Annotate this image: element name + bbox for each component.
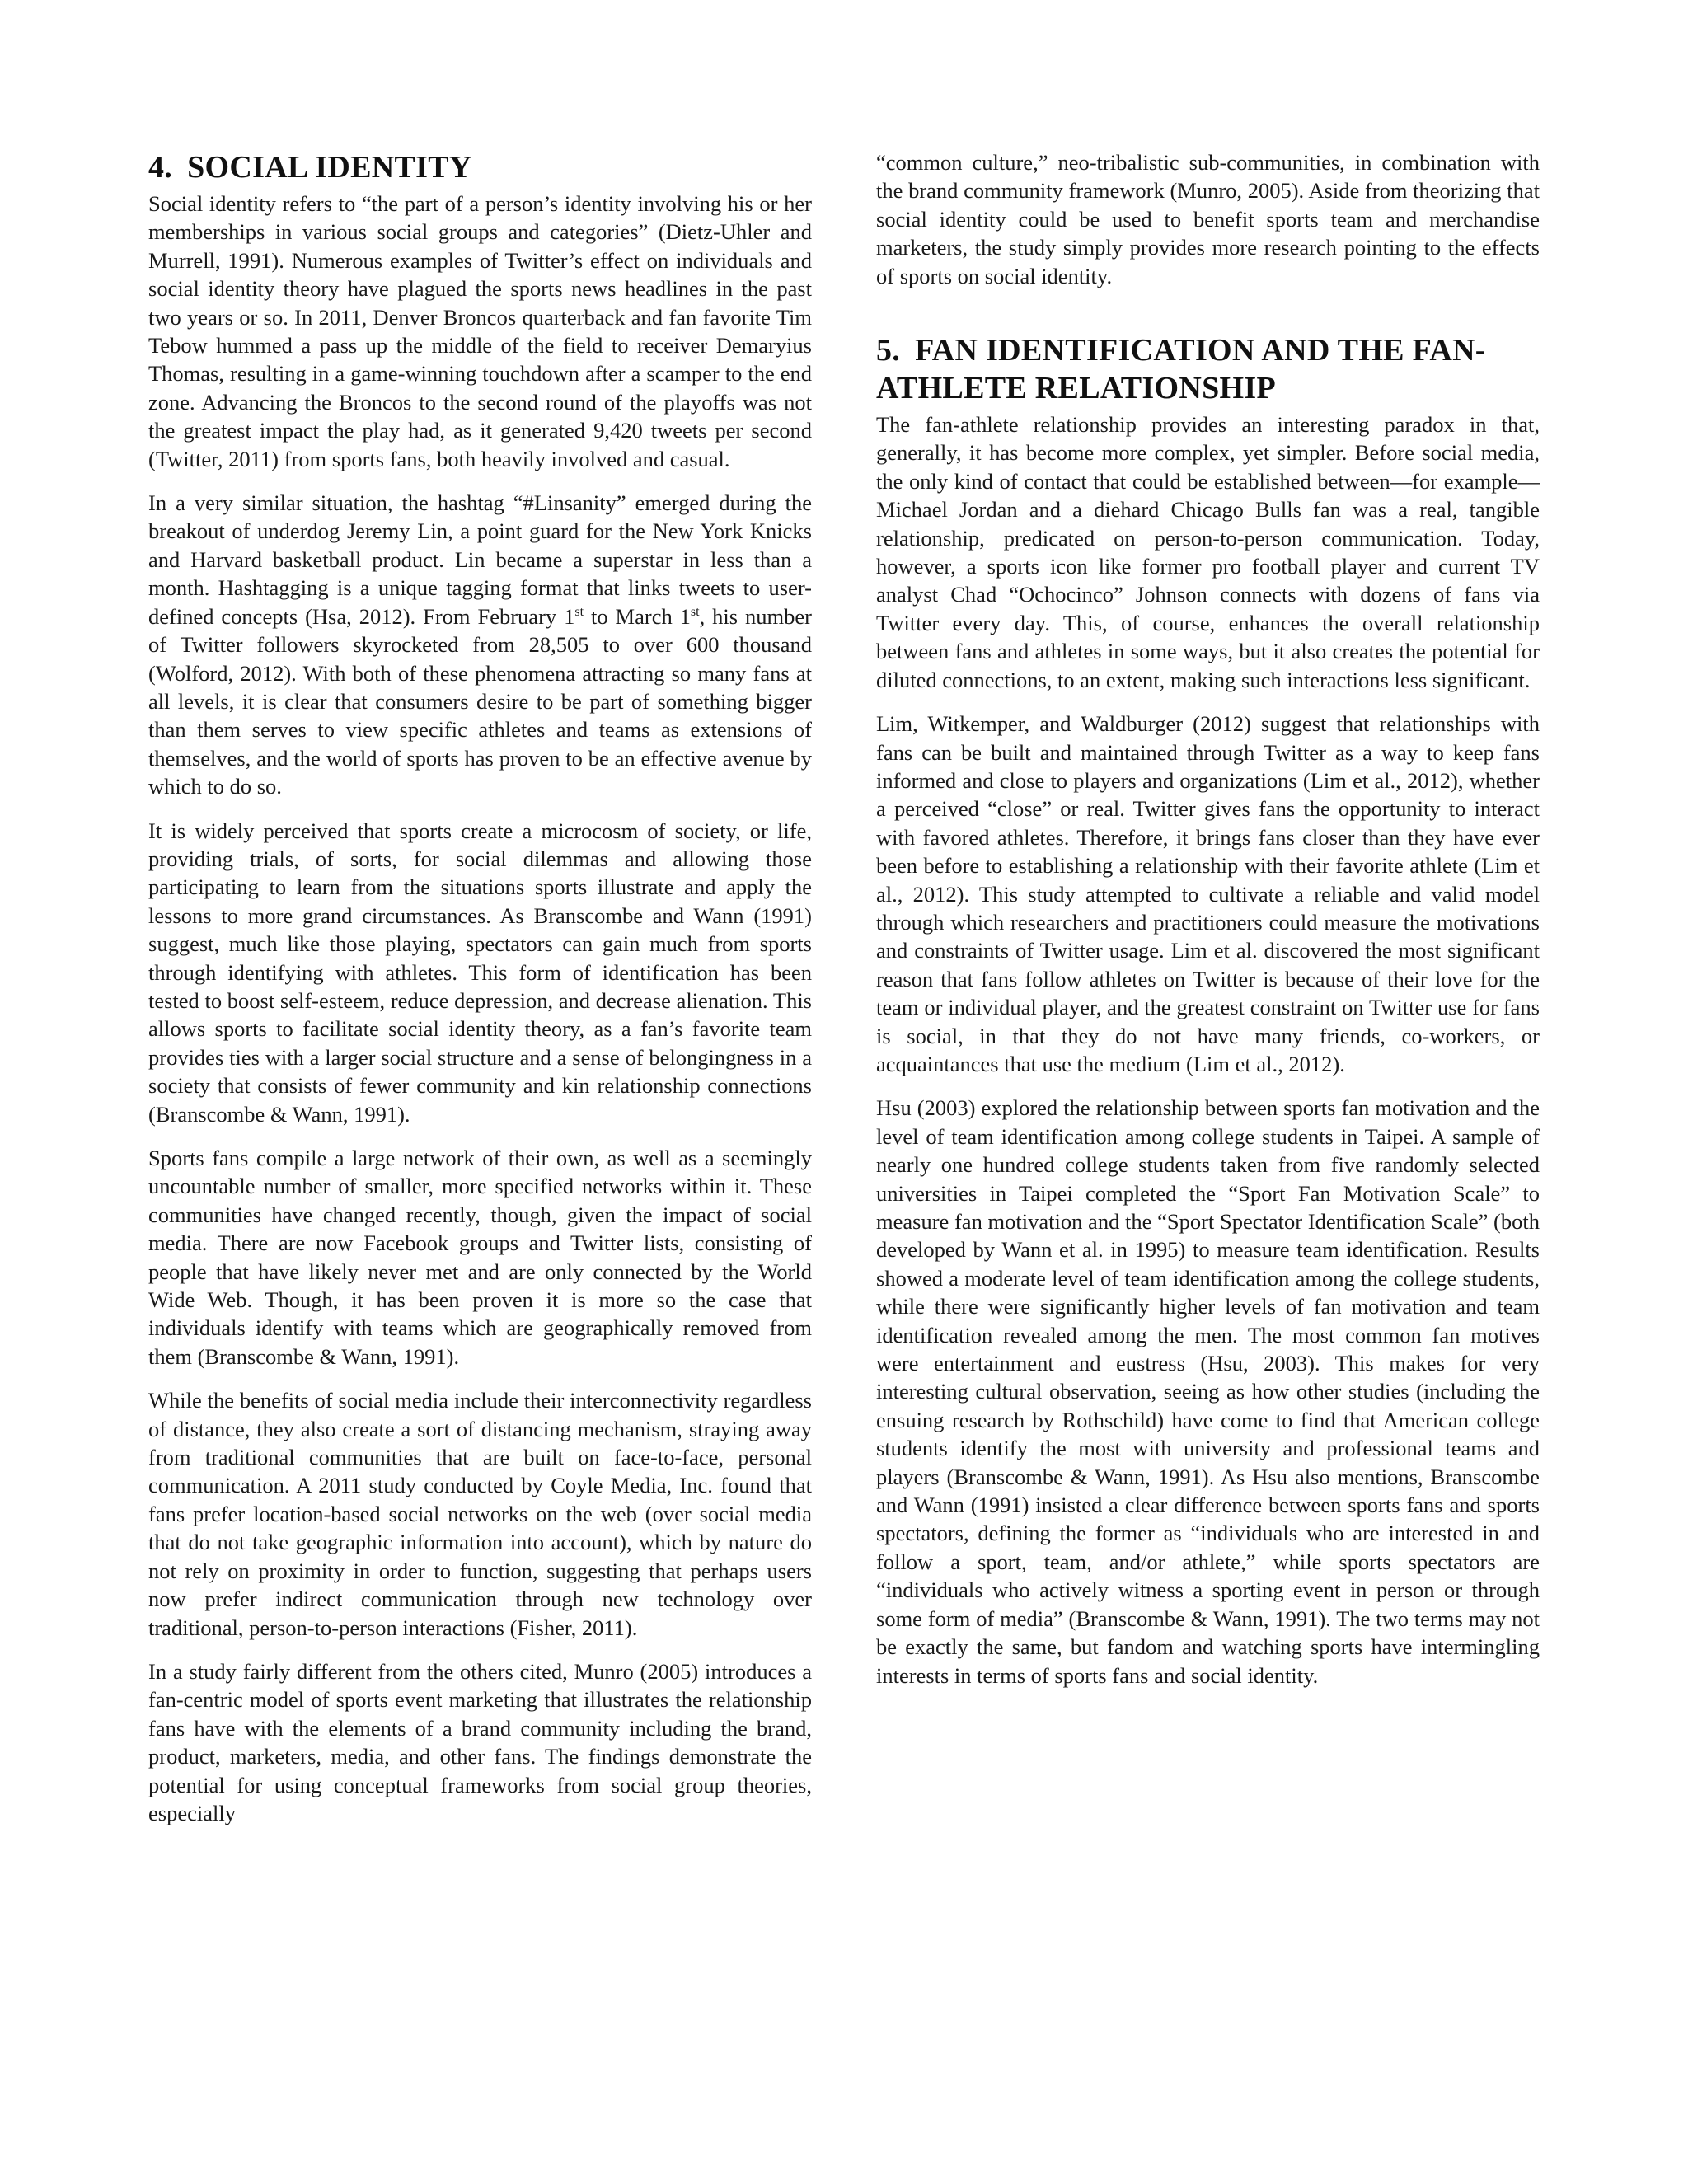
text-run: In a very similar situation, the hashtag “#Linsanity” emerged during the breakout of underdog Jeremy Lin, a point guard for the New York Knicks and Harvard basketball product. Lin became a superstar in less than a month. Hashtagging is a unique tagging format that links tweets to user-defined concepts (Hsa, 2012). From February 1 <box>148 490 812 629</box>
superscript: st <box>574 604 584 619</box>
paragraph: The fan-athlete relationship provides an interesting paradox in that, generally, it has become more complex, yet simpler. Before social media, the only kind of contact that could be established between—for example—Michael Jordan and a diehard Chicago Bulls fan was a real, tangible relationship, predicated on person-to-person communication. Today, however, a sports icon like former pro football player and current TV analyst Chad “Ochocinco” Johnson connects with dozens of fans via Twitter every day. This, of course, enhances the overall relationship between fans and athletes in some ways, but it also creates the potential for diluted connections, to an extent, making such interactions less significant. <box>876 412 1540 692</box>
section-title: SOCIAL IDENTITY <box>187 150 472 185</box>
section-5-heading <box>876 331 1540 407</box>
left-column <box>148 148 812 1843</box>
paragraph: Lim, Witkemper, and Waldburger (2012) suggest that relationships with fans can be built and maintained through Twitter as a way to keep fans informed and close to players and organizations (Lim et al., 2012), whether a perceived “close” or real. Twitter gives fans the opportunity to interact with favored athletes. Therefore, it brings fans closer than they have ever been before to establishing a relationship with their favorite athlete (Lim et al., 2012). This study attempted to cultivate a reliable and valid model through which researchers and practitioners could measure the motivations and constraints of Twitter usage. Lim et al. discovered the most significant reason that fans follow athletes on Twitter is because of their love for the team or individual player, and the greatest constraint on Twitter use for fans is social, in that they do not have many friends, co-workers, or acquaintances that use the medium (Lim et al., 2012). <box>876 711 1540 1076</box>
paragraph-continued: “common culture,” neo-tribalistic sub-communities, in combination with the brand community framework (Munro, 2005). Aside from theorizing that social identity could be used to benefit sports team and merchandise marketers, the study simply provides more research pointing to the effects of sports on social identity. <box>876 150 1540 288</box>
text-run: to March 1 <box>584 603 691 629</box>
section-number: 4. <box>148 150 173 185</box>
right-column <box>876 148 1540 1705</box>
paragraph: Hsu (2003) explored the relationship between sports fan motivation and the level of team identification among college students in Taipei. A sample of nearly one hundred college students taken from five randomly selected universities in Taipei completed the “Sport Fan Motivation Scale” to measure fan motivation and the “Sport Spectator Identification Scale” (both developed by Wann et al. in 1995) to measure team identification. Results showed a moderate level of team identification among the college students, while there were significantly higher levels of fan motivation and team identification revealed among the men. The most common fan motives were entertainment and eustress (Hsu, 2003). This makes for very interesting cultural observation, seeing as how other studies (including the ensuing research by Rothschild) have come to find that American college students identify the most with university and professional teams and players (Branscombe & Wann, 1991). As Hsu also mentions, Branscombe and Wann (1991) insisted a clear difference between sports fans and sports spectators, defining the former as “individuals who are interested in and follow a sport, team, and/or athlete,” while sports spectators are “individuals who actively witness a sporting event in person or through some form of media” (Branscombe & Wann, 1991). The two terms may not be exactly the same, but fandom and watching sports have intermingling interests in terms of sports fans and social identity. <box>876 1095 1540 1688</box>
paragraph: It is widely perceived that sports create a microcosm of society, or life, providing trials, of sorts, for social dilemmas and allowing those participating to learn from the situations sports illustrate and apply the lessons to more grand circumstances. As Branscombe and Wann (1991) suggest, much like those playing, spectators can gain much from sports through identifying with athletes. This form of identification has been tested to boost self-esteem, reduce depression, and decrease alienation. This allows sports to facilitate social identity theory, as a fan’s favorite team provides ties with a larger social structure and a sense of belongingness in a society that consists of fewer community and kin relationship connections (Branscombe & Wann, 1991). <box>148 818 812 1127</box>
paragraph <box>148 489 812 800</box>
superscript: st <box>690 604 700 619</box>
paragraph: Sports fans compile a large network of their own, as well as a seemingly uncountable number of smaller, more specified networks within it. These communities have changed recently, though, given the impact of social media. There are now Facebook groups and Twitter lists, consisting of people that have likely never met and are only connected by the World Wide Web. Though, it has been proven it is more so the case that individuals identify with teams which are geographically removed from them (Branscombe & Wann, 1991). <box>148 1146 812 1369</box>
section-4-heading <box>148 148 812 186</box>
paragraph: While the benefits of social media include their interconnectivity regardless of distance, they also create a sort of distancing mechanism, straying away from traditional communities that are built on face-to-face, personal communication. A 2011 study conducted by Coyle Media, Inc. found that fans prefer location-based social networks on the web (over social media that do not take geographic information into account), which by nature do not rely on proximity in order to function, suggesting that perhaps users now prefer indirect communication through new technology over traditional, person-to-person interactions (Fisher, 2011). <box>148 1388 812 1640</box>
section-number: 5. <box>876 333 901 368</box>
paragraph: Social identity refers to “the part of a person’s identity involving his or her memberships in various social groups and categories” (Dietz-Uhler and Murrell, 1991). Numerous examples of Twitter’s effect on individuals and social identity theory have plagued the sports news headlines in the past two years or so. In 2011, Denver Broncos quarterback and fan favorite Tim Tebow hummed a pass up the middle of the field to receiver Demaryius Thomas, resulting in a game-winning touchdown after a scamper to the end zone. Advancing the Broncos to the second round of the playoffs was not the greatest impact the play had, as it generated 9,420 tweets per second (Twitter, 2011) from sports fans, both heavily involved and casual. <box>148 191 812 471</box>
paragraph: In a study fairly different from the others cited, Munro (2005) introduces a fan-centric model of sports event marketing that illustrates the relationship fans have with the elements of a brand community including the brand, product, marketers, media, and other fans. The findings demonstrate the potential for using conceptual frameworks from social group theories, especially <box>148 1658 812 1825</box>
text-run: , his number of Twitter followers skyrocketed from 28,505 to over 600 thousand (Wolford, 2012). With both of these phenomena attracting so many fans at all levels, it is clear that consumers desire to be part of something bigger than them serves to view specific athletes and teams as extensions of themselves, and the world of sports has proven to be an effective avenue by which to do so. <box>148 603 813 799</box>
section-title: FAN IDENTIFICATION AND THE FAN-ATHLETE RELATIONSHIP <box>876 333 1486 406</box>
